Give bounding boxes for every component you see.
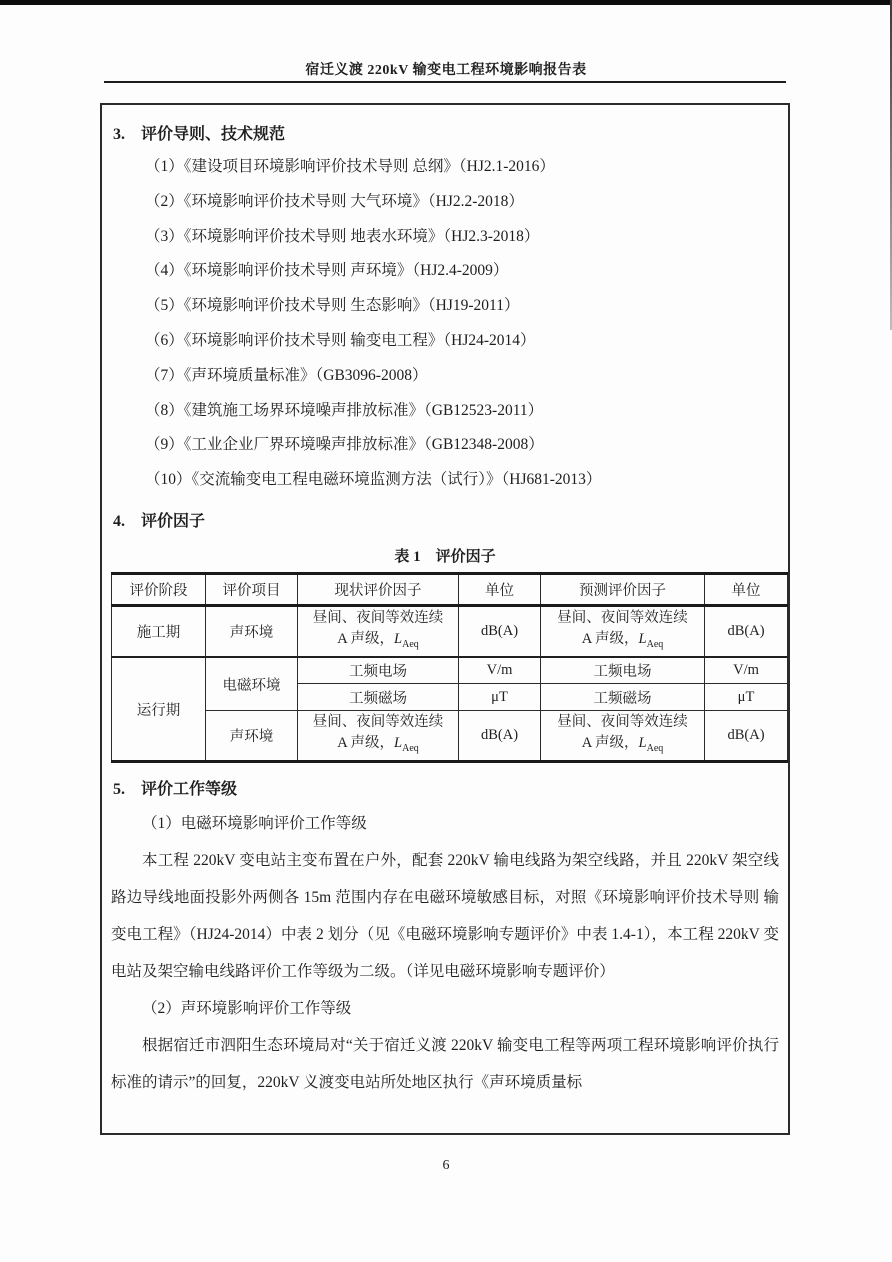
noise-factor-prefix: A 声级，	[337, 735, 395, 752]
laeq-subscript: Aeq	[402, 743, 419, 755]
laeq-symbol: L	[638, 735, 647, 752]
page-number: 6	[442, 1158, 450, 1173]
standard-item: （1）《建设项目环境影响评价技术导则 总纲》（HJ2.1-2016）	[145, 158, 555, 175]
section-5-heading	[113, 776, 779, 799]
section-5-title: 评价工作等级	[141, 781, 238, 799]
col-header-unit: 单位	[459, 573, 541, 605]
laeq-subscript: Aeq	[646, 743, 664, 755]
noise-factor-line2	[301, 733, 455, 759]
standard-item: （10）《交流输变电工程电磁环境监测方法（试行）》（HJ681-2013）	[145, 471, 602, 489]
col-header-item: 评价项目	[206, 573, 298, 605]
cell-unit: dB(A)	[705, 711, 788, 762]
cell-electric-field: 工频电场	[298, 657, 459, 684]
table-1-caption: 表 1 评价因子	[394, 548, 496, 565]
noise-factor-line1: 昼间、夜间等效连续	[557, 714, 688, 731]
laeq-symbol: L	[394, 630, 403, 647]
cell-unit: μT	[705, 684, 788, 711]
cell-unit: V/m	[705, 657, 788, 684]
cell-noise-factor	[298, 605, 459, 656]
cell-stage-operation: 运行期	[112, 657, 206, 762]
cell-noise-factor	[541, 605, 705, 656]
cell-unit: μT	[459, 684, 541, 711]
col-header-unit: 单位	[705, 573, 788, 605]
laeq-subscript: Aeq	[402, 638, 419, 650]
cell-noise-factor	[541, 711, 705, 762]
noise-factor-prefix: A 声级，	[581, 735, 639, 752]
cell-unit: dB(A)	[705, 605, 788, 656]
noise-factor-prefix: A 声级，	[337, 630, 395, 647]
evaluation-factors-table	[111, 572, 788, 763]
standard-item: （3）《环境影响评价技术导则 地表水环境》（HJ2.3-2018）	[145, 227, 540, 245]
noise-factor-line2	[544, 733, 701, 759]
table-row-construction	[112, 605, 788, 656]
noise-factor-line1: 昼间、夜间等效连续	[557, 609, 688, 626]
cell-magnetic-field: 工频磁场	[298, 684, 459, 711]
standard-item: （9）《工业企业厂界环境噪声排放标准》（GB12348-2008）	[145, 436, 544, 454]
table-row-operation-noise	[112, 711, 788, 762]
standard-item: （8）《建筑施工场界环境噪声排放标准》（GB12523-2011）	[145, 401, 544, 419]
col-header-predicted-factor: 预测评价因子	[541, 573, 705, 605]
header-rule	[104, 81, 786, 83]
standard-item: （4）《环境影响评价技术导则 声环境》（HJ2.4-2009）	[145, 262, 509, 280]
section-3-number: 3.	[113, 126, 125, 143]
cell-item-noise: 声环境	[206, 711, 298, 762]
noise-factor-prefix: A 声级，	[581, 630, 639, 647]
section-3-title: 评价导则、技术规范	[141, 126, 286, 143]
col-header-stage: 评价阶段	[112, 573, 206, 605]
laeq-symbol: L	[638, 630, 647, 647]
cell-electric-field: 工频电场	[541, 657, 705, 684]
noise-factor-line1: 昼间、夜间等效连续	[312, 609, 444, 626]
cell-item-em: 电磁环境	[206, 657, 298, 711]
scan-edge-top	[0, 0, 892, 5]
paragraph-em-grade: 本工程 220kV 变电站主变布置在户外，配套 220kV 输电线路为架空线路，并且 220kV 架空线路边导线地面投影外两侧各 15m 范围内存在电磁环境敏感目标，对照《环境影响评价技术导则 输变电工程》（HJ24-2014）中表 2 划分（见《电磁环境影响专题评价》中表 1.4-1），本工程 220kV 变电站及架空输电线路评价工作等级为二级。（详见电磁环境影响专题评价）	[111, 852, 779, 981]
cell-magnetic-field: 工频磁场	[541, 684, 705, 711]
standard-item: （2）《环境影响评价技术导则 大气环境》（HJ2.2-2018）	[145, 192, 524, 210]
standards-list	[111, 150, 779, 498]
standard-item: （7）《声环境质量标准》（GB3096-2008）	[145, 366, 428, 384]
subsection-noise-grade: （2）声环境影响评价工作等级	[142, 1000, 352, 1018]
section-4-heading	[113, 508, 779, 531]
report-content-box	[100, 103, 790, 1135]
noise-factor-line2	[544, 629, 701, 655]
paragraph-noise-grade: 根据宿迁市泗阳生态环境局对“关于宿迁义渡 220kV 输变电工程等两项工程环境影响评价执行标准的请示”的回复，220kV 义渡变电站所处地区执行《声环境质量标	[111, 1037, 779, 1092]
document-header-title: 宿迁义渡 220kV 输变电工程环境影响报告表	[305, 63, 587, 78]
section-5-number: 5.	[113, 781, 125, 799]
cell-item-noise: 声环境	[206, 605, 298, 656]
col-header-current-factor: 现状评价因子	[298, 573, 459, 605]
noise-factor-line1: 昼间、夜间等效连续	[312, 714, 444, 731]
cell-stage-construction: 施工期	[112, 605, 206, 656]
section-4-title: 评价因子	[141, 512, 206, 530]
cell-unit: dB(A)	[459, 605, 541, 656]
subsection-em-grade: （1）电磁环境影响评价工作等级	[142, 815, 367, 833]
noise-factor-line2	[301, 629, 455, 655]
section-4-number: 4.	[113, 512, 125, 530]
section-3-heading	[113, 121, 779, 144]
standard-item: （6）《环境影响评价技术导则 输变电工程》（HJ24-2014）	[145, 331, 536, 349]
cell-unit: dB(A)	[459, 711, 541, 762]
cell-noise-factor	[298, 711, 459, 762]
table-row-electric-field	[112, 657, 788, 684]
standard-item: （5）《环境影响评价技术导则 生态影响》（HJ19-2011）	[145, 297, 520, 315]
table-header-row	[112, 573, 788, 605]
laeq-subscript: Aeq	[646, 638, 664, 650]
laeq-symbol: L	[394, 735, 403, 752]
cell-unit: V/m	[459, 657, 541, 684]
